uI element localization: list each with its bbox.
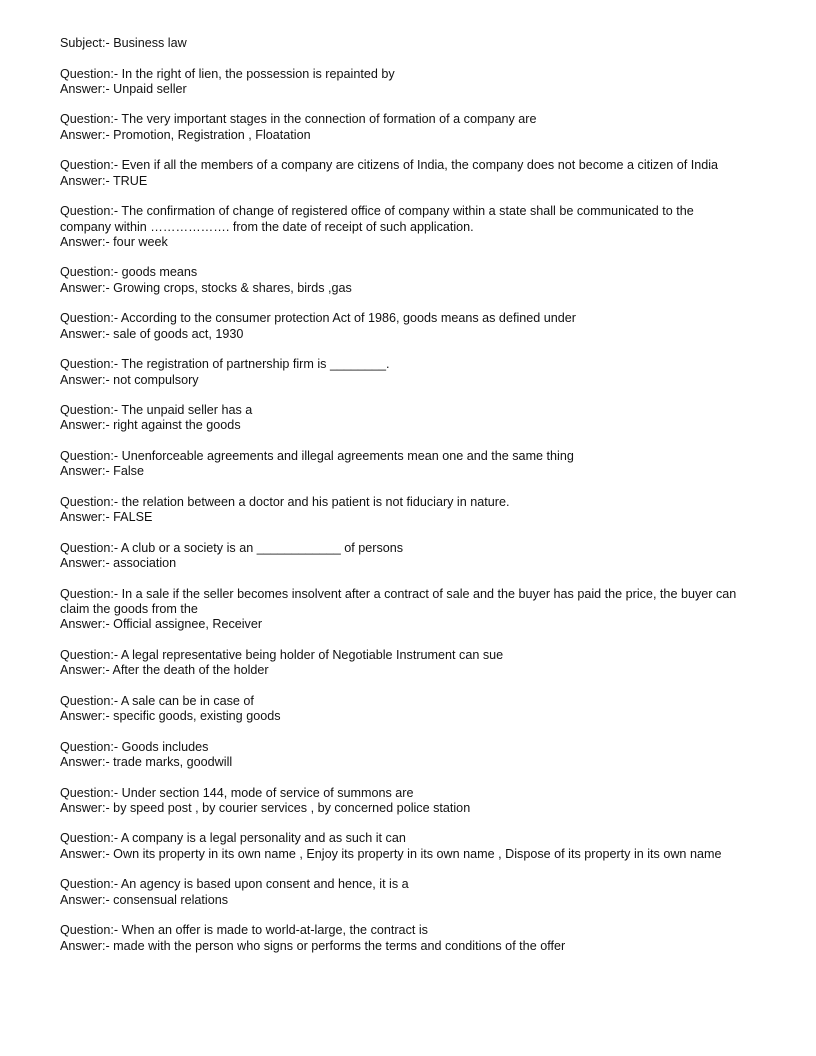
answer-text: Answer:- by speed post , by courier services , by concerned police station — [60, 800, 471, 815]
question-text: Question:- The confirmation of change of registered office of company within a state shall be communicated to the company within ………………. from the date of receipt of such application. — [60, 204, 694, 234]
qa-item — [60, 740, 740, 771]
qa-item — [60, 204, 740, 250]
answer-text: Answer:- Official assignee, Receiver — [60, 617, 263, 632]
answer-text: Answer:- not compulsory — [60, 372, 199, 387]
answer-text: Answer:- made with the person who signs or performs the terms and conditions of the offer — [60, 938, 566, 953]
question-text: Question:- In the right of lien, the possession is repainted by — [60, 66, 395, 81]
answer-text: Answer:- TRUE — [60, 173, 148, 188]
qa-item — [60, 587, 740, 633]
answer-text: Answer:- right against the goods — [60, 418, 241, 433]
answer-text: Answer:- Unpaid seller — [60, 81, 187, 96]
question-text: Question:- A sale can be in case of — [60, 693, 254, 708]
question-text: Question:- A legal representative being holder of Negotiable Instrument can sue — [60, 647, 504, 662]
question-text: Question:- The very important stages in the connection of formation of a company are — [60, 112, 537, 127]
answer-text: Answer:- sale of goods act, 1930 — [60, 326, 244, 341]
question-text: Question:- A club or a society is an ____________ of persons — [60, 540, 404, 555]
qa-item — [60, 112, 740, 143]
question-text: Question:- The unpaid seller has a — [60, 403, 253, 418]
question-text: Question:- Goods includes — [60, 739, 209, 754]
question-text: Question:- In a sale if the seller becomes insolvent after a contract of sale and the buyer has paid the price, the buyer can claim the goods from the — [60, 586, 737, 616]
question-text: Question:- A company is a legal personality and as such it can — [60, 831, 406, 846]
answer-text: Answer:- FALSE — [60, 510, 153, 525]
qa-item — [60, 449, 740, 480]
answer-text: Answer:- Own its property in its own name , Enjoy its property in its own name , Dispose of its property in its own name — [60, 846, 722, 861]
qa-item — [60, 648, 740, 679]
question-text: Question:- When an offer is made to world-at-large, the contract is — [60, 923, 428, 938]
answer-text: Answer:- specific goods, existing goods — [60, 709, 281, 724]
question-text: Question:- Under section 144, mode of service of summons are — [60, 785, 414, 800]
qa-item — [60, 158, 740, 189]
qa-item — [60, 265, 740, 296]
qa-item — [60, 67, 740, 98]
qa-item — [60, 495, 740, 526]
question-text: Question:- According to the consumer protection Act of 1986, goods means as defined under — [60, 311, 576, 326]
answer-text: Answer:- False — [60, 464, 144, 479]
question-text: Question:- goods means — [60, 265, 198, 280]
qa-item — [60, 877, 740, 908]
answer-text: Answer:- After the death of the holder — [60, 663, 269, 678]
answer-text: Answer:- association — [60, 556, 177, 571]
answer-text: Answer:- trade marks, goodwill — [60, 754, 233, 769]
qa-item — [60, 357, 740, 388]
qa-item — [60, 403, 740, 434]
qa-item — [60, 541, 740, 572]
question-text: Question:- An agency is based upon consent and hence, it is a — [60, 877, 409, 892]
document-page — [60, 36, 740, 969]
qa-item — [60, 923, 740, 954]
qa-item — [60, 831, 740, 862]
answer-text: Answer:- Growing crops, stocks & shares, birds ,gas — [60, 280, 352, 295]
qa-item — [60, 786, 740, 817]
answer-text: Answer:- four week — [60, 234, 168, 249]
qa-item — [60, 694, 740, 725]
question-text: Question:- Even if all the members of a company are citizens of India, the company does not become a citizen of India — [60, 158, 719, 173]
subject-line: Subject:- Business law — [60, 36, 187, 50]
question-text: Question:- Unenforceable agreements and illegal agreements mean one and the same thing — [60, 449, 574, 464]
qa-item — [60, 311, 740, 342]
answer-text: Answer:- Promotion, Registration , Floatation — [60, 127, 311, 142]
question-text: Question:- the relation between a doctor and his patient is not fiduciary in nature. — [60, 494, 510, 509]
question-text: Question:- The registration of partnership firm is ________. — [60, 357, 390, 372]
answer-text: Answer:- consensual relations — [60, 892, 228, 907]
